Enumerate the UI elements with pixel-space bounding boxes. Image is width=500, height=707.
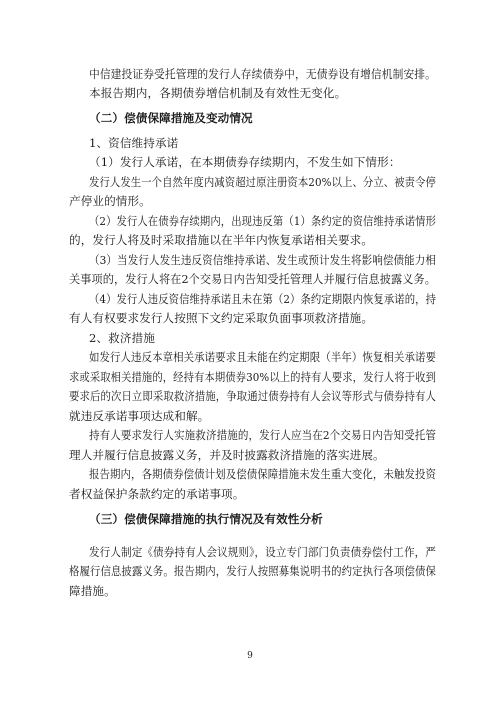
document-page: 中信建投证券受托管理的发行人存续债券中，无债券设有增信机制安排。 本报告期内，各期债券增信机制及有效性无变化。 （二）偿债保障措施及变动情况 1、资信维持承诺 （1）发行人承诺，在本期债券存续期内，不发生如下情形： 发行人发生一个自然年度内减资超过原注册资本20%以上、分立、被责令停 产停业的情形。 （2）发行人在债券存续期内，出现违反第（1）条约定的资信维持承诺情形 的，发行人将及时采取措施以在半年内恢复承诺相关要求。 （3）当发行人发生违反资信维持承诺、发生或预计发生将影响偿债能力相 关事项的，发行人将在2个交易日内告知受托管理人并履行信息披露义务。 （4）发行人违反资信维持承诺且未在第（2）条约定期限内恢复承诺的，持 有人有权要求发行人按照下文约定采取负面事项救济措施。 2、救济措施 如发行人违反本章相关承诺要求且未能在约定期限（半年）恢复相关承诺要 求或采取相关措施的，经持有本期债券30%以上的持有人要求，发行人将于收到 要求后的次日立即采取救济措施，争取通过债券持有人会议等形式与债券持有人 就违反承诺事项达成和解。 持有人要求发行人实施救济措施的，发行人应当在2个交易日内告知受托管 理人并履行信息披露义务，并及时披露救济措施的落实进展。 报告期内，各期债券偿债计划及偿债保障措施未发生重大变化，未触发投资 者权益保护条款约定的承诺事项。 （三）偿债保障措施的执行情况及有效性分析 发行人制定《债券持有人会议规则》，设立专门部门负责债券偿付工作，严 格履行信息披露义务。报告期内，发行人按照募集说明书的约定执行各项偿债保 障措施。 9: [0, 0, 500, 707]
page-number: 9: [247, 651, 253, 661]
